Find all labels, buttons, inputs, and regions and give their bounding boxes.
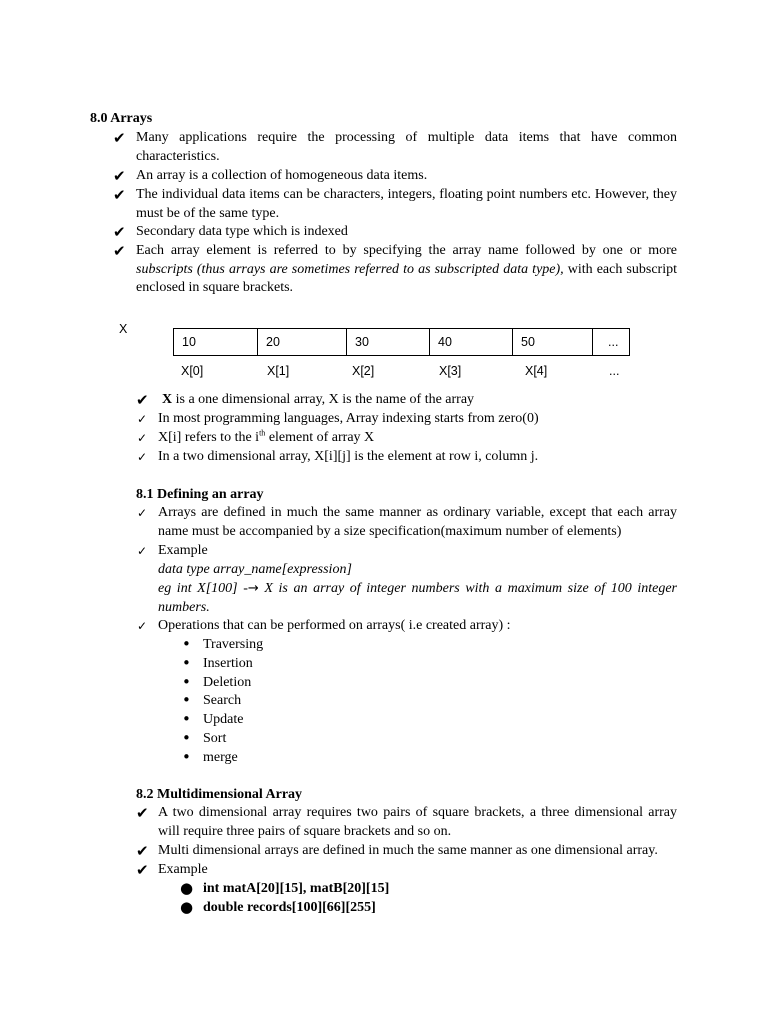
bullet-icon: •	[182, 654, 191, 672]
array-index-label: X[2]	[352, 364, 375, 378]
array-cell: 20	[257, 328, 347, 356]
check-icon: ✔	[136, 391, 149, 409]
array-index-label: X[0]	[181, 364, 204, 378]
section-heading-arrays: 8.0 Arrays	[90, 111, 153, 126]
check-icon: ✔	[136, 804, 149, 822]
bullet-icon: •	[182, 673, 191, 691]
bullet-text: Many applications require the processing of multiple data items that have common characteristics.	[136, 130, 677, 164]
array-cell: ...	[592, 328, 630, 356]
check-icon: ✔	[136, 842, 149, 860]
note-text: In most programming languages, Array indexing starts from zero(0)	[158, 411, 539, 426]
bullet-text: The individual data items can be characters, integers, floating point numbers etc. However, they must be of the same type.	[136, 187, 677, 221]
operation-item: Insertion	[203, 656, 253, 671]
check-icon: ✔	[136, 861, 149, 879]
array-index-label: X[4]	[525, 364, 548, 378]
bullet-text-part: with each subscript enclosed in square brackets.	[136, 261, 677, 296]
check-icon: ✔	[113, 129, 126, 147]
operation-item: merge	[203, 750, 238, 765]
operation-item: Update	[203, 712, 244, 727]
bullet-text: A two dimensional array requires two pairs of square brackets, a three dimensional array will require three pairs of square brackets and so on.	[158, 805, 677, 839]
bullet-text: Secondary data type which is indexed	[136, 224, 348, 239]
bullet-text: Example	[158, 543, 208, 558]
bullet-text: Operations that can be performed on arrays( i.e created array) :	[158, 618, 511, 633]
operation-item: Traversing	[203, 637, 264, 652]
operation-item: Deletion	[203, 675, 252, 690]
bullet-text: An array is a collection of homogeneous data items.	[136, 168, 428, 183]
note-text	[158, 429, 374, 447]
bullet-icon: •	[182, 748, 191, 766]
bullet-text	[136, 242, 677, 298]
bullet-icon: ●	[180, 898, 194, 916]
bullet-text: Multi dimensional arrays are defined in much the same manner as one dimensional array.	[158, 843, 658, 858]
note-text: In a two dimensional array, X[i][j] is the element at row i, column j.	[158, 449, 539, 464]
bullet-icon: •	[182, 635, 191, 653]
check-icon: ✓	[137, 506, 148, 520]
check-icon: ✔	[113, 223, 126, 241]
array-cell: 40	[429, 328, 513, 356]
bullet-text: Example	[158, 862, 208, 877]
note-text-part: is a one dimensional array, X is the name of the array	[172, 392, 475, 407]
bullet-text-part: Each array element is referred to by specifying the array name followed by one or more	[136, 243, 677, 258]
note-text-part: X[i] refers to the i	[158, 430, 260, 445]
array-index-label: ...	[609, 364, 620, 378]
array-cell: 10	[173, 328, 258, 356]
example-text	[158, 580, 677, 617]
example-text-part: X is an array of integer numbers with a maximum size of 100 integer numbers.	[158, 581, 677, 615]
arrow-icon: →	[247, 581, 259, 596]
note-text	[162, 391, 474, 409]
bullet-icon: •	[182, 691, 191, 709]
operation-item: Search	[203, 693, 242, 708]
bullet-icon: •	[182, 710, 191, 728]
code-example: int matA[20][15], matB[20][15]	[203, 881, 390, 896]
note-text-part: element of array X	[265, 430, 375, 445]
syntax-text: data type array_name[expression]	[158, 562, 352, 577]
array-index-label: X[1]	[267, 364, 290, 378]
operation-item: Sort	[203, 731, 227, 746]
section-heading-multidimensional: 8.2 Multidimensional Array	[136, 787, 303, 802]
array-name-label: X	[119, 322, 128, 336]
check-icon: ✔	[113, 186, 126, 204]
example-text-part: eg int X[100] -	[158, 581, 248, 596]
bullet-icon: ●	[180, 879, 194, 897]
superscript: th	[259, 428, 266, 438]
array-cell: 30	[346, 328, 430, 356]
check-icon: ✔	[113, 167, 126, 185]
code-example: double records[100][66][255]	[203, 900, 376, 915]
note-bold-x: X	[162, 392, 173, 407]
check-icon: ✓	[137, 544, 148, 558]
check-icon: ✔	[113, 242, 126, 260]
bullet-text: Arrays are defined in much the same manner as ordinary variable, except that each array name must be accompanied by a size specification(maximum number of elements)	[158, 505, 677, 539]
array-cell: 50	[512, 328, 593, 356]
section-heading-defining: 8.1 Defining an array	[136, 487, 264, 502]
bullet-icon: •	[182, 729, 191, 747]
bullet-text-italic: subscripts (thus arrays are sometimes referred to as subscripted data type),	[136, 261, 564, 277]
array-index-label: X[3]	[439, 364, 462, 378]
check-icon: ✓	[137, 619, 148, 633]
check-icon: ✓	[137, 412, 148, 426]
check-icon: ✓	[137, 431, 148, 445]
check-icon: ✓	[137, 450, 148, 464]
